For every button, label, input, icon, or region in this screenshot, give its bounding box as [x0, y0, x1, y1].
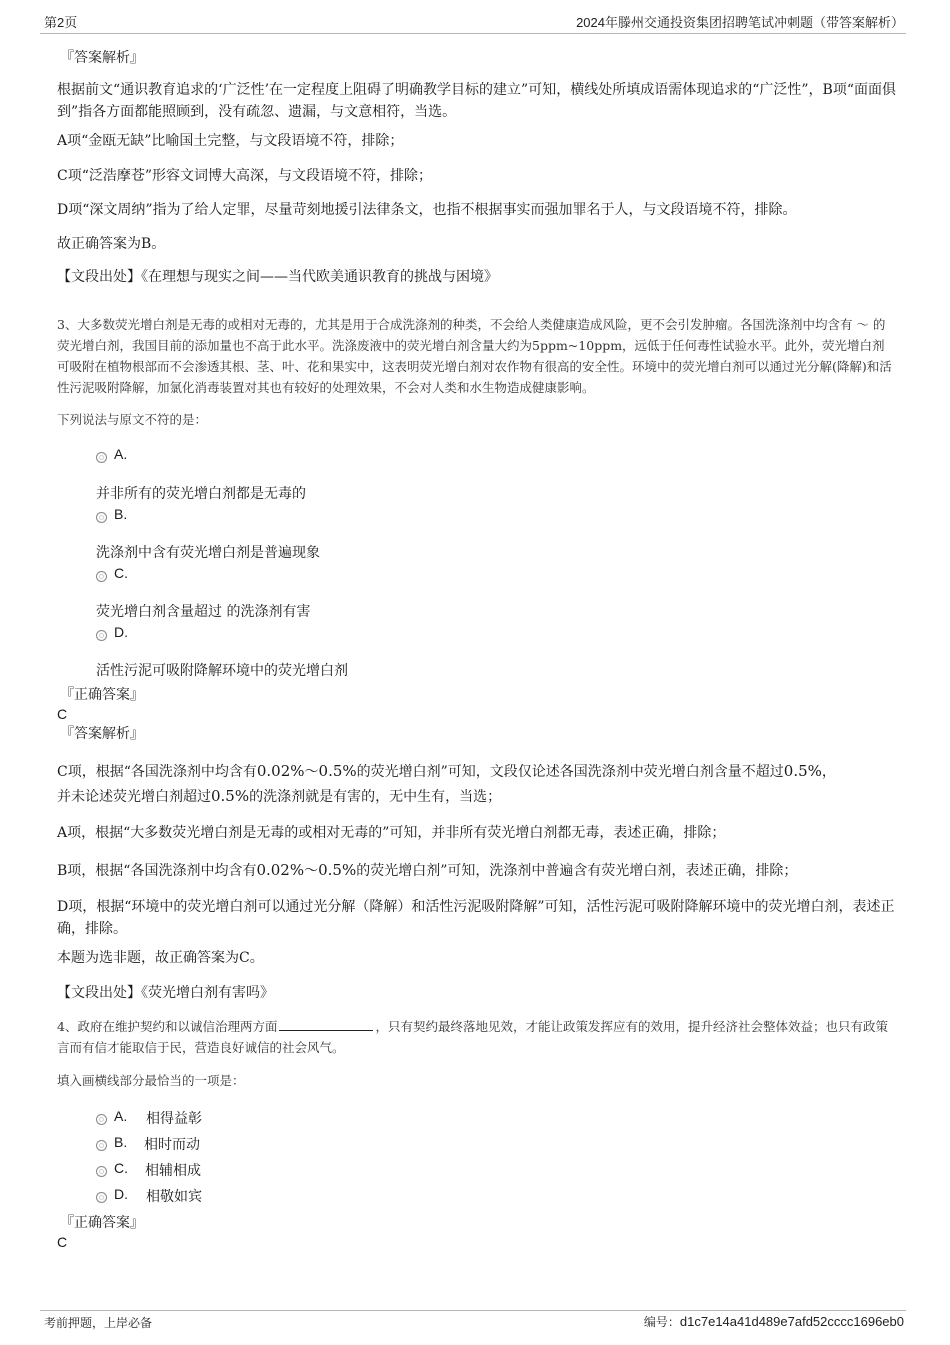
q3-answer-label: 『正确答案』	[60, 687, 144, 703]
q2-analysis-label: 『答案解析』	[60, 50, 144, 66]
radio-icon[interactable]	[96, 1166, 107, 1177]
q3-answer: C	[57, 706, 68, 722]
footer-code: 编号：d1c7e14a41d489e7afd52cccc1696eb0	[643, 1314, 904, 1329]
option-text: 相敬如宾	[146, 1189, 202, 1205]
q3-analysis-option-a: A项，根据“大多数荧光增白剂是无毒的或相对无毒的”可知，并非所有荧光增白剂都无毒，表述正确，排除；	[57, 825, 726, 841]
radio-icon[interactable]	[96, 1140, 107, 1151]
q2-conclusion: 故正确答案为B。	[57, 236, 166, 252]
option-label: D.	[114, 624, 128, 640]
option-text: 相时而动	[144, 1137, 200, 1153]
option-label: B.	[114, 1134, 128, 1150]
radio-icon[interactable]	[96, 571, 107, 582]
option-label: C.	[114, 565, 128, 581]
option-label: D.	[114, 1186, 128, 1202]
math-limit: 0.5%	[783, 762, 822, 780]
page-number: 第2页	[44, 15, 78, 30]
q2-analysis-option-c: C项“泛浩摩苍”形容文词博大高深，与文段语境不符，排除；	[57, 168, 433, 184]
q3-prompt: 下列说法与原文不符的是：	[57, 412, 208, 427]
option-text: 并非所有的荧光增白剂都是无毒的	[96, 486, 306, 502]
option-text: 相辅相成	[145, 1163, 201, 1179]
q3-analysis-option-b: B项，根据“各国洗涤剂中均含有0.02%～0.5%的荧光增白剂”可知，洗涤剂中普遍含有荧光增白剂，表述正确，排除；	[57, 861, 798, 879]
q4-answer: C	[57, 1234, 68, 1250]
q3-analysis-label: 『答案解析』	[60, 726, 144, 742]
q4-answer-label: 『正确答案』	[60, 1215, 144, 1231]
option-text: 活性污泥可吸附降解环境中的荧光增白剂	[96, 663, 348, 679]
document-code: d1c7e14a41d489e7afd52cccc1696eb0	[679, 1314, 904, 1329]
q2-source: 【文段出处】《在理想与现实之间——当代欧美通识教育的挑战与困境》	[57, 269, 498, 285]
q4-stem: 4、政府在维护契约和以诚信治理两方面 ，只有契约最终落地见效，才能让政策发挥应有的效用，提升经济社会整体效益；也只有政策言而有信才能取信于民，营造良好诚信的社会风气。	[57, 1019, 888, 1055]
option-label: B.	[114, 506, 128, 522]
q3-analysis-option-d: D项，根据“环境中的荧光增白剂可以通过光分解（降解）和活性污泥吸附降解”可知，活性污泥可吸附降解环境中的荧光增白剂，表述正确，排除。	[57, 899, 895, 937]
fill-blank	[279, 1018, 373, 1031]
option-label: A.	[114, 1108, 128, 1124]
option-label: C.	[114, 1160, 128, 1176]
q3-stem: 3、大多数荧光增白剂是无毒的或相对无毒的，尤其是用于合成洗涤剂的种类，不会给人类健康造成风险，更不会引发肿瘤。各国洗涤剂中均含有 ～ 的荧光增白剂，我国目前的添加量也不高于此水平。洗涤废液中的荧光增白剂含量大约为5ppm~10ppm，远低于任何毒性试验水平。此外，荧光增白剂可吸附在植物根部而不会渗透其根、茎、叶、花和果实中，这表明荧光增白剂对农作物有很高的安全性。环境中的荧光增白剂可以通过光分解(降解)和活性污泥吸附降解，加氯化消毒装置对其也有较好的处理效果，不会对人类和水生物造成健康影响。	[57, 317, 892, 395]
q3-conclusion: 本题为选非题，故正确答案为C。	[57, 950, 264, 966]
radio-icon[interactable]	[96, 512, 107, 523]
q2-analysis-paragraph: 根据前文“通识教育追求的‘广泛性’在一定程度上阻碍了明确教学目标的建立”可知，横线处所填成语需体现追求的“广泛性”，B项“面面俱到”指各方面都能照顾到，没有疏忽、遗漏，与文意相符，当选。	[57, 82, 896, 120]
math-range-to: 0.5%	[318, 762, 357, 780]
radio-icon[interactable]	[96, 630, 107, 641]
q3-source: 【文段出处】《荧光增白剂有害吗》	[57, 985, 274, 1001]
math-limit-repeat: 0.5%	[211, 787, 250, 805]
q3-analysis-option-c: C项，根据“各国洗涤剂中均含有0.02%～0.5%的荧光增白剂”可知，文段仅论述各国洗涤剂中荧光增白剂含量不超过0.5%， 并未论述荧光增白剂超过0.5%的洗涤剂就是有害的，无中生有，当选；	[57, 762, 836, 805]
radio-icon[interactable]	[96, 452, 107, 463]
q4-prompt: 填入画横线部分最恰当的一项是：	[57, 1073, 245, 1088]
footer-rule	[40, 1310, 906, 1311]
radio-icon[interactable]	[96, 1192, 107, 1203]
footer-slogan: 考前押题，上岸必备	[44, 1316, 153, 1330]
option-text: 荧光增白剂含量超过 的洗涤剂有害	[96, 604, 311, 620]
option-text: 相得益彰	[146, 1111, 202, 1127]
q2-analysis-option-a: A项“金瓯无缺”比喻国土完整，与文段语境不符，排除；	[57, 133, 404, 149]
option-label: A.	[114, 446, 128, 462]
option-text: 洗涤剂中含有荧光增白剂是普遍现象	[96, 545, 320, 561]
math-range-from: 0.02%	[256, 762, 305, 780]
header-rule	[40, 33, 906, 34]
document-title: 2024年滕州交通投资集团招聘笔试冲刺题（带答案解析）	[576, 15, 904, 30]
q2-analysis-option-d: D项“深文周纳”指为了给人定罪，尽量苛刻地援引法律条文，也指不根据事实而强加罪名于人，与文段语境不符，排除。	[57, 202, 797, 218]
radio-icon[interactable]	[96, 1114, 107, 1125]
